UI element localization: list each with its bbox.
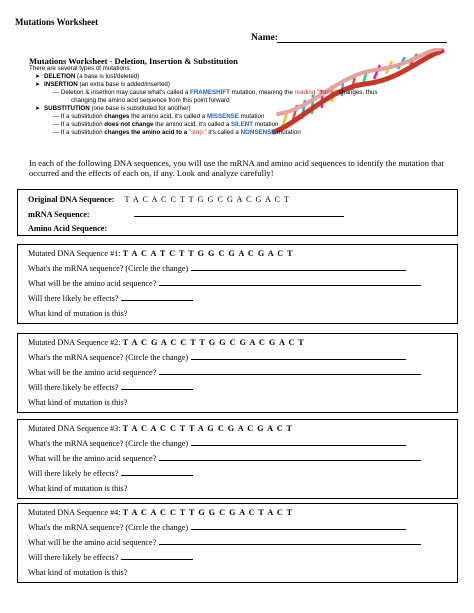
mutation-type-question: What kind of mutation is this? <box>28 484 128 493</box>
original-amino-label: Amino Acid Sequence: <box>28 224 108 233</box>
mrna-question: What's the mRNA sequence? (Circle the change) <box>28 264 189 273</box>
note-text: the amino acid, it's called a <box>155 121 230 128</box>
original-mrna-label: mRNA Sequence: <box>28 210 90 219</box>
type-question-row <box>28 568 127 577</box>
reading-frame-term: reading "frame" <box>294 89 338 96</box>
nonsense-note <box>29 129 377 137</box>
frameshift-text: --- Deletion & insertion may cause what's called a <box>53 89 189 96</box>
note-text: --- If a substitution <box>53 129 103 136</box>
page-title: Mutations Worksheet <box>15 17 99 27</box>
mrna-question-row <box>28 353 406 362</box>
note-bold: changes <box>104 113 130 120</box>
amino-answer-field[interactable] <box>159 285 421 286</box>
arrow-icon: ➤ <box>35 106 41 112</box>
mutation-box <box>17 333 458 413</box>
silent-note <box>29 121 377 129</box>
effects-question: Will there likely be effects? <box>28 383 119 392</box>
mrna-question-row <box>28 523 406 532</box>
nonsense-term: NONSENSE <box>240 129 276 136</box>
deletion-item <box>29 73 377 81</box>
silent-term: SILENT <box>231 121 254 128</box>
effects-answer-field[interactable] <box>121 300 193 301</box>
mutated-dna-sequence: T A C G A C C T T G G C G A C G A C T <box>122 338 305 347</box>
mrna-question: What's the mRNA sequence? (Circle the change) <box>28 353 189 362</box>
original-mrna-answer[interactable] <box>134 216 344 217</box>
type-question-row <box>28 309 127 318</box>
substitution-term: SUBSTITUTION <box>44 105 90 112</box>
mutated-dna-row <box>28 508 293 517</box>
note-text: --- If a substitution <box>53 121 103 128</box>
mrna-answer-field[interactable] <box>191 445 406 446</box>
amino-question-row <box>28 538 421 547</box>
mutated-dna-sequence: T A C A T C T T G G C G A C G A C T <box>122 249 294 258</box>
effects-question: Will there likely be effects? <box>28 553 119 562</box>
original-dna-sequence: T A C A C C T T G G C G A C G A C T <box>124 195 290 204</box>
mutated-dna-label: Mutated DNA Sequence #4: <box>28 508 121 517</box>
mutation-type-question: What kind of mutation is this? <box>28 309 128 318</box>
note-text: --- If a substitution <box>53 113 103 120</box>
frameshift-note-cont: changing the amino acid sequence from this point forward <box>71 97 230 104</box>
instructions-paragraph: In each of the following DNA sequences, you will use the mRNA and amino acid sequences to identify the mutation that occurred and the effects of each on, if any. Look and analyze carefully! <box>29 158 445 178</box>
effects-question-row <box>28 469 193 478</box>
note-bold: does not change <box>104 121 154 128</box>
type-question-row <box>28 484 127 493</box>
original-sequence-box <box>17 189 458 236</box>
mutated-dna-label: Mutated DNA Sequence #1: <box>28 249 121 258</box>
substitution-desc: (one base is substituted for another) <box>91 105 191 112</box>
mutated-dna-label: Mutated DNA Sequence #3: <box>28 424 121 433</box>
effects-answer-field[interactable] <box>121 389 193 390</box>
mrna-question-row <box>28 439 406 448</box>
frameshift-text: mutation, meaning the <box>231 89 293 96</box>
mrna-answer-field[interactable] <box>191 359 406 360</box>
mrna-question: What's the mRNA sequence? (Circle the change) <box>28 439 189 448</box>
effects-question-row <box>28 553 193 562</box>
missense-term: MISSENSE <box>206 113 239 120</box>
effects-question: Will there likely be effects? <box>28 469 119 478</box>
mutated-dna-sequence: T A C A C C T T A G C G A C G A C T <box>122 424 293 433</box>
amino-answer-field[interactable] <box>159 374 421 375</box>
name-field[interactable] <box>277 42 447 43</box>
mutation-type-question: What kind of mutation is this? <box>28 568 128 577</box>
mrna-answer-field[interactable] <box>191 529 406 530</box>
effects-question-row <box>28 294 193 303</box>
worksheet-subtitle: Mutations Worksheet - Deletion, Insertion & Substitution <box>29 56 238 66</box>
missense-note <box>29 113 377 121</box>
insertion-term: INSERTION <box>44 81 78 88</box>
amino-question: What will be the amino acid sequence? <box>28 538 157 547</box>
mrna-question: What's the mRNA sequence? (Circle the change) <box>28 523 189 532</box>
original-dna-label: Original DNA Sequence: <box>28 195 115 204</box>
mutated-dna-sequence: T A C A C C T T G G C G A C T A C T <box>122 508 294 517</box>
amino-question-row <box>28 454 421 463</box>
amino-question: What will be the amino acid sequence? <box>28 279 157 288</box>
amino-question-row <box>28 279 421 288</box>
insertion-item <box>29 81 377 89</box>
note-text: mutation <box>277 129 301 136</box>
substitution-item <box>29 105 377 113</box>
insertion-desc: (an extra base is added/inserted) <box>79 81 170 88</box>
mutation-types <box>29 65 377 137</box>
note-bold: changes the amino acid to a <box>104 129 188 136</box>
effects-answer-field[interactable] <box>121 559 193 560</box>
mrna-answer-field[interactable] <box>191 270 406 271</box>
mutated-dna-label: Mutated DNA Sequence #2: <box>28 338 121 347</box>
mutation-box <box>17 244 458 324</box>
original-amino-row <box>28 224 107 233</box>
amino-question: What will be the amino acid sequence? <box>28 454 157 463</box>
mutation-box <box>17 419 458 499</box>
frameshift-text: changes, thus <box>338 89 378 96</box>
mutated-dna-row <box>28 424 293 433</box>
deletion-desc: (a base is lost/deleted) <box>77 73 140 80</box>
mutated-dna-row <box>28 249 294 258</box>
note-text: mutation <box>240 113 265 120</box>
effects-answer-field[interactable] <box>121 475 193 476</box>
amino-answer-field[interactable] <box>159 460 421 461</box>
deletion-term: DELETION <box>44 73 76 80</box>
mutation-box <box>17 503 458 583</box>
frameshift-term: FRAMESHIFT <box>190 89 230 96</box>
stop-term: "stop," <box>188 129 207 136</box>
amino-question-row <box>28 368 421 377</box>
arrow-icon: ➤ <box>35 82 41 88</box>
mrna-question-row <box>28 264 406 273</box>
mutation-type-question: What kind of mutation is this? <box>28 398 128 407</box>
note-text: it's called a <box>208 129 239 136</box>
amino-question: What will be the amino acid sequence? <box>28 368 157 377</box>
intro-lead: There are several types of mutations: <box>29 65 132 72</box>
name-label: Name: <box>251 33 278 43</box>
amino-answer-field[interactable] <box>159 544 421 545</box>
original-dna-row <box>28 195 290 204</box>
effects-question-row <box>28 383 193 392</box>
arrow-icon: ➤ <box>35 74 41 80</box>
note-text: the amino acid, it's called a <box>131 113 206 120</box>
original-mrna-row <box>28 210 344 219</box>
note-text: mutation <box>254 121 279 128</box>
effects-question: Will there likely be effects? <box>28 294 119 303</box>
mutated-dna-row <box>28 338 305 347</box>
type-question-row <box>28 398 127 407</box>
name-label-text: Name <box>251 33 275 43</box>
frameshift-note <box>29 89 377 97</box>
